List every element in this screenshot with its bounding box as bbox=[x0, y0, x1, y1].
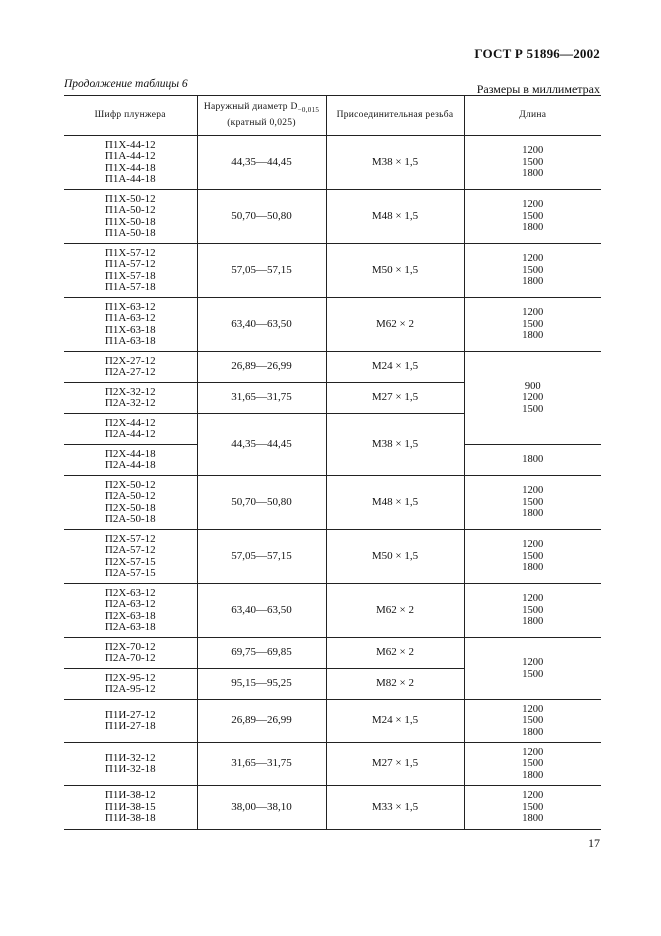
diameter-header-line1: Наружный диаметр D bbox=[203, 102, 298, 113]
length-value: 1800 bbox=[522, 276, 544, 288]
table-row bbox=[64, 298, 601, 352]
thread-cell: М24 × 1,5 bbox=[326, 352, 464, 383]
diameter-cell: 31,65—31,75 bbox=[197, 743, 326, 786]
plunger-code: П1А-63-12 bbox=[104, 312, 156, 324]
diameter-tolerance: −0,015 bbox=[297, 105, 320, 114]
diameter-header-line2: (кратный 0,025) bbox=[227, 117, 296, 128]
thread-cell: М24 × 1,5 bbox=[326, 700, 464, 743]
diameter-cell: 44,35—44,45 bbox=[197, 136, 326, 190]
code-cell bbox=[64, 638, 197, 669]
table-row bbox=[64, 786, 601, 830]
length-value: 1500 bbox=[522, 496, 544, 508]
length-value: 1500 bbox=[522, 156, 544, 168]
plunger-code: П1И-38-18 bbox=[104, 812, 156, 825]
code-cell bbox=[64, 383, 197, 414]
thread-cell: М82 × 2 bbox=[326, 669, 464, 700]
length-value: 1800 bbox=[522, 454, 544, 466]
code-cell bbox=[64, 700, 197, 743]
thread-cell: М27 × 1,5 bbox=[326, 383, 464, 414]
table-row bbox=[64, 352, 601, 383]
length-cell bbox=[464, 136, 601, 190]
plunger-code: П2Х-63-12 bbox=[104, 586, 156, 599]
plunger-code: П2Х-50-12 bbox=[104, 478, 156, 491]
plunger-code: П2Х-95-12 bbox=[104, 671, 156, 684]
column-header-code: Шифр плунжера bbox=[64, 96, 197, 136]
thread-cell: М62 × 2 bbox=[326, 298, 464, 352]
length-cell bbox=[464, 786, 601, 830]
length-value: 1200 bbox=[522, 307, 544, 319]
length-cell bbox=[464, 445, 601, 476]
units-note: Размеры в миллиметрах bbox=[476, 82, 600, 96]
length-value: 1500 bbox=[522, 668, 544, 680]
plunger-code: П1А-44-12 bbox=[104, 150, 156, 162]
plunger-code: П1И-38-12 bbox=[104, 789, 156, 802]
thread-cell: М62 × 2 bbox=[326, 584, 464, 638]
length-value: 1200 bbox=[522, 593, 544, 605]
plunger-code: П1И-38-15 bbox=[104, 800, 156, 813]
plunger-code: П2Х-44-12 bbox=[104, 416, 156, 429]
thread-cell: М48 × 1,5 bbox=[326, 476, 464, 530]
table-row bbox=[64, 190, 601, 244]
length-value: 1800 bbox=[522, 562, 544, 574]
code-cell bbox=[64, 669, 197, 700]
code-cell bbox=[64, 476, 197, 530]
diameter-cell: 38,00—38,10 bbox=[197, 786, 326, 830]
plunger-code: П2А-63-18 bbox=[104, 621, 156, 633]
plunger-code: П2А-95-12 bbox=[104, 683, 156, 695]
length-cell bbox=[464, 700, 601, 743]
length-value: 1500 bbox=[522, 210, 544, 222]
plunger-code: П2Х-63-18 bbox=[104, 609, 156, 622]
plunger-code: П1А-44-18 bbox=[104, 173, 156, 185]
diameter-cell: 26,89—26,99 bbox=[197, 700, 326, 743]
plunger-code: П2А-50-18 bbox=[104, 513, 156, 525]
diameter-cell: 31,65—31,75 bbox=[197, 383, 326, 414]
plunger-code: П1А-50-18 bbox=[104, 227, 156, 239]
length-value: 1500 bbox=[522, 604, 544, 616]
page-number: 17 bbox=[588, 836, 600, 850]
length-value: 1200 bbox=[522, 199, 544, 211]
length-value: 1800 bbox=[522, 769, 544, 781]
length-value: 1200 bbox=[522, 253, 544, 265]
table-row bbox=[64, 584, 601, 638]
thread-cell: М48 × 1,5 bbox=[326, 190, 464, 244]
table-row bbox=[64, 530, 601, 584]
length-cell bbox=[464, 530, 601, 584]
diameter-cell: 26,89—26,99 bbox=[197, 352, 326, 383]
code-cell bbox=[64, 298, 197, 352]
diameter-cell: 44,35—44,45 bbox=[197, 414, 326, 476]
length-value: 1800 bbox=[522, 813, 544, 825]
length-value: 1200 bbox=[522, 746, 544, 758]
length-value: 1800 bbox=[522, 222, 544, 234]
length-value: 1800 bbox=[522, 330, 544, 342]
thread-cell: М62 × 2 bbox=[326, 638, 464, 669]
plunger-code: П2А-32-12 bbox=[104, 397, 156, 409]
plunger-code: П1Х-44-12 bbox=[104, 138, 156, 151]
plunger-table bbox=[64, 95, 601, 830]
length-value: 1500 bbox=[522, 403, 544, 415]
plunger-code: П2Х-57-15 bbox=[104, 555, 156, 568]
code-cell bbox=[64, 190, 197, 244]
plunger-code: П1Х-50-12 bbox=[104, 192, 156, 205]
diameter-cell: 95,15—95,25 bbox=[197, 669, 326, 700]
plunger-code: П1А-50-12 bbox=[104, 204, 156, 216]
plunger-code: П2Х-57-12 bbox=[104, 532, 156, 545]
table-body bbox=[64, 136, 601, 830]
column-header-diameter bbox=[197, 96, 326, 136]
plunger-code: П2А-57-12 bbox=[104, 544, 156, 556]
plunger-code: П1А-63-18 bbox=[104, 335, 156, 347]
diameter-cell: 69,75—69,85 bbox=[197, 638, 326, 669]
plunger-code: П2Х-44-18 bbox=[104, 447, 156, 460]
plunger-code: П1Х-50-18 bbox=[104, 215, 156, 228]
length-value: 1200 bbox=[522, 145, 544, 157]
plunger-code: П1Х-44-18 bbox=[104, 161, 156, 174]
length-value: 1500 bbox=[522, 550, 544, 562]
length-value: 1200 bbox=[522, 392, 544, 404]
length-value: 1500 bbox=[522, 318, 544, 330]
table-continuation-label: Продолжение таблицы 6 bbox=[64, 78, 188, 90]
column-header-length: Длина bbox=[464, 96, 601, 136]
length-cell bbox=[464, 584, 601, 638]
column-header-thread: Присоединительная резьба bbox=[326, 96, 464, 136]
table-row bbox=[64, 476, 601, 530]
diameter-cell: 57,05—57,15 bbox=[197, 244, 326, 298]
code-cell bbox=[64, 743, 197, 786]
standard-number: ГОСТ Р 51896—2002 bbox=[474, 46, 600, 61]
code-cell bbox=[64, 414, 197, 445]
length-cell bbox=[464, 352, 601, 445]
length-value: 1500 bbox=[522, 715, 544, 727]
length-value: 1500 bbox=[522, 264, 544, 276]
length-value: 1200 bbox=[522, 703, 544, 715]
length-value: 1800 bbox=[522, 616, 544, 628]
thread-cell: М38 × 1,5 bbox=[326, 136, 464, 190]
thread-cell: М27 × 1,5 bbox=[326, 743, 464, 786]
length-cell bbox=[464, 190, 601, 244]
code-cell bbox=[64, 584, 197, 638]
table-row bbox=[64, 638, 601, 669]
code-cell bbox=[64, 530, 197, 584]
length-value: 1500 bbox=[522, 758, 544, 770]
thread-cell: М50 × 1,5 bbox=[326, 530, 464, 584]
diameter-cell: 50,70—50,80 bbox=[197, 476, 326, 530]
diameter-cell: 63,40—63,50 bbox=[197, 584, 326, 638]
plunger-code: П1Х-57-12 bbox=[104, 246, 156, 259]
length-value: 1200 bbox=[522, 790, 544, 802]
thread-cell: М38 × 1,5 bbox=[326, 414, 464, 476]
plunger-code: П2А-44-12 bbox=[104, 428, 156, 440]
length-cell bbox=[464, 476, 601, 530]
length-cell bbox=[464, 638, 601, 700]
thread-cell: М50 × 1,5 bbox=[326, 244, 464, 298]
table-row bbox=[64, 700, 601, 743]
length-value: 1200 bbox=[522, 657, 544, 668]
plunger-code: П2Х-32-12 bbox=[104, 385, 156, 398]
length-value: 1200 bbox=[522, 485, 544, 497]
code-cell bbox=[64, 244, 197, 298]
length-cell bbox=[464, 743, 601, 786]
plunger-code: П2Х-27-12 bbox=[104, 354, 156, 367]
plunger-code: П2А-44-18 bbox=[104, 459, 156, 471]
plunger-code: П2А-63-12 bbox=[104, 598, 156, 610]
length-cell bbox=[464, 298, 601, 352]
plunger-code: П2А-27-12 bbox=[104, 366, 156, 378]
length-value: 900 bbox=[524, 380, 541, 392]
plunger-code: П1Х-63-12 bbox=[104, 300, 156, 313]
plunger-code: П1Х-63-18 bbox=[104, 323, 156, 336]
code-cell bbox=[64, 786, 197, 830]
table-row bbox=[64, 244, 601, 298]
code-cell bbox=[64, 136, 197, 190]
plunger-code: П1И-27-12 bbox=[104, 708, 156, 721]
length-value: 1500 bbox=[522, 801, 544, 813]
table-row bbox=[64, 136, 601, 190]
thread-cell: М33 × 1,5 bbox=[326, 786, 464, 830]
plunger-code: П2А-70-12 bbox=[104, 652, 156, 664]
plunger-code: П1И-32-12 bbox=[104, 751, 156, 764]
table-row bbox=[64, 743, 601, 786]
diameter-cell: 57,05—57,15 bbox=[197, 530, 326, 584]
plunger-code: П1А-57-12 bbox=[104, 258, 156, 270]
diameter-cell: 50,70—50,80 bbox=[197, 190, 326, 244]
code-cell bbox=[64, 445, 197, 476]
diameter-cell: 63,40—63,50 bbox=[197, 298, 326, 352]
length-value: 1800 bbox=[522, 726, 544, 738]
length-cell bbox=[464, 244, 601, 298]
plunger-code: П2Х-70-12 bbox=[104, 640, 156, 653]
plunger-code: П1Х-57-18 bbox=[104, 269, 156, 282]
plunger-code: П1А-57-18 bbox=[104, 281, 156, 293]
length-value: 1800 bbox=[522, 168, 544, 180]
plunger-code: П1И-32-18 bbox=[104, 763, 156, 775]
code-cell bbox=[64, 352, 197, 383]
plunger-code: П2Х-50-18 bbox=[104, 501, 156, 514]
plunger-code: П2А-50-12 bbox=[104, 490, 156, 502]
plunger-code: П1И-27-18 bbox=[104, 720, 156, 732]
length-value: 1200 bbox=[522, 539, 544, 551]
plunger-code: П2А-57-15 bbox=[104, 567, 156, 579]
length-value: 1800 bbox=[522, 508, 544, 520]
